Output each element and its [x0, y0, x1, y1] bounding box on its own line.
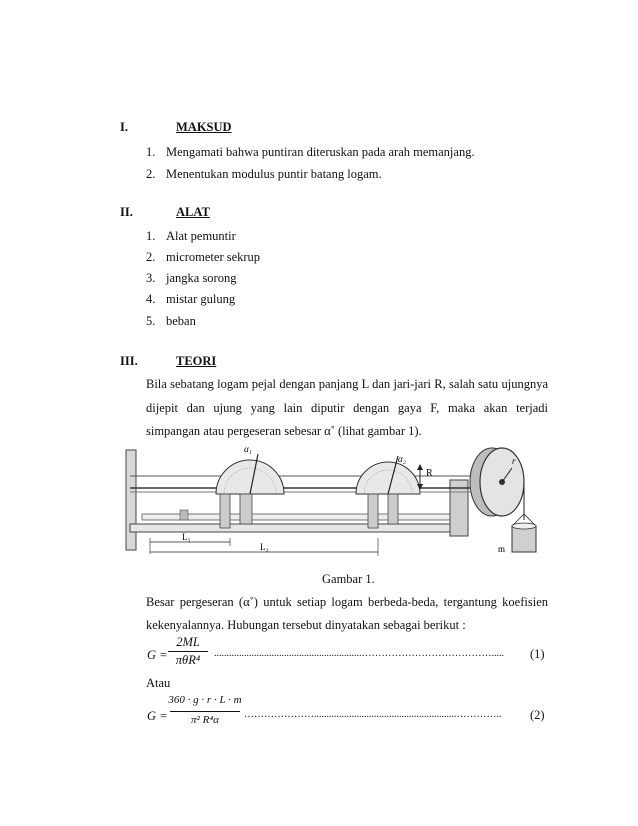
equation-2-leader-dots: ………………….........................................................…………..: [244, 709, 502, 720]
label-r: r: [512, 456, 516, 466]
list-text: Alat pemuntir: [166, 229, 236, 243]
paragraph-line: simpangan atau pergeseran sebesar α˚ (lihat gambar 1).: [146, 424, 422, 438]
equation-1-number: (1): [530, 647, 545, 661]
list-text: jangka sorong: [166, 271, 237, 285]
paragraph-line: Bila sebatang logam pejal dengan panjang L dan jari-jari R, salah satu ujungnya: [146, 377, 548, 391]
list-item: [146, 314, 196, 329]
label-m: m: [498, 544, 506, 554]
list-item: [146, 292, 235, 307]
equation-1-numerator: 2ML: [176, 635, 200, 649]
figure-caption: Gambar 1.: [322, 572, 375, 586]
paragraph-line: kekenyalannya. Hubungan tersebut dinyatakan sebagai berikut :: [146, 618, 466, 632]
label-L2: L₂: [260, 542, 269, 552]
paragraph-line: Besar pergeseran (α˚) untuk setiap logam berbeda-beda, tergantung koefisien: [146, 595, 548, 609]
list-number: 1.: [146, 229, 156, 243]
equation-2-numerator: 360 · g · r · L · m: [168, 694, 242, 706]
label-alpha2: α₂: [398, 454, 406, 464]
list-number: 2.: [146, 250, 156, 264]
fraction-bar: [170, 711, 240, 712]
equation-2-number: (2): [530, 708, 545, 722]
paragraph-line: dijepit dan ujung yang lain diputir dengan gaya F, maka akan terjadi: [146, 401, 548, 415]
list-number: 3.: [146, 271, 156, 285]
torsion-apparatus-figure: [120, 440, 550, 565]
equation-1-leader-dots: ...........................................................………………………………….....: [214, 648, 504, 659]
atau-text: Atau: [146, 676, 171, 690]
list-number: 2.: [146, 167, 156, 181]
list-number: 5.: [146, 314, 156, 328]
section-number: II.: [120, 205, 133, 219]
list-text: Mengamati bahwa puntiran diteruskan pada arah memanjang.: [166, 145, 475, 159]
list-item: [146, 250, 260, 265]
section-title-teori: TEORI: [176, 354, 217, 368]
fraction-bar: [168, 651, 208, 652]
label-L1: L₁: [182, 532, 191, 542]
list-text: beban: [166, 314, 196, 328]
list-item: [146, 145, 475, 160]
label-alpha1: α₁: [244, 444, 252, 454]
equation-2-lhs: G =: [147, 709, 168, 723]
list-item: [146, 271, 236, 286]
section-number: III.: [120, 354, 138, 368]
equation-1-lhs: G =: [147, 648, 168, 662]
section-title-alat: ALAT: [176, 205, 210, 219]
label-R: R: [426, 468, 433, 479]
list-number: 1.: [146, 145, 156, 159]
list-text: micrometer sekrup: [166, 250, 261, 264]
section-title-maksud: MAKSUD: [176, 120, 232, 134]
list-item: [146, 167, 382, 182]
list-item: [146, 229, 236, 244]
list-text: mistar gulung: [166, 292, 236, 306]
list-text: Menentukan modulus puntir batang logam.: [166, 167, 382, 181]
equation-1-denominator: πθR⁴: [175, 653, 201, 667]
section-number: I.: [120, 120, 128, 134]
equation-2-denominator: π² R⁴α: [191, 714, 219, 726]
list-number: 4.: [146, 292, 156, 306]
